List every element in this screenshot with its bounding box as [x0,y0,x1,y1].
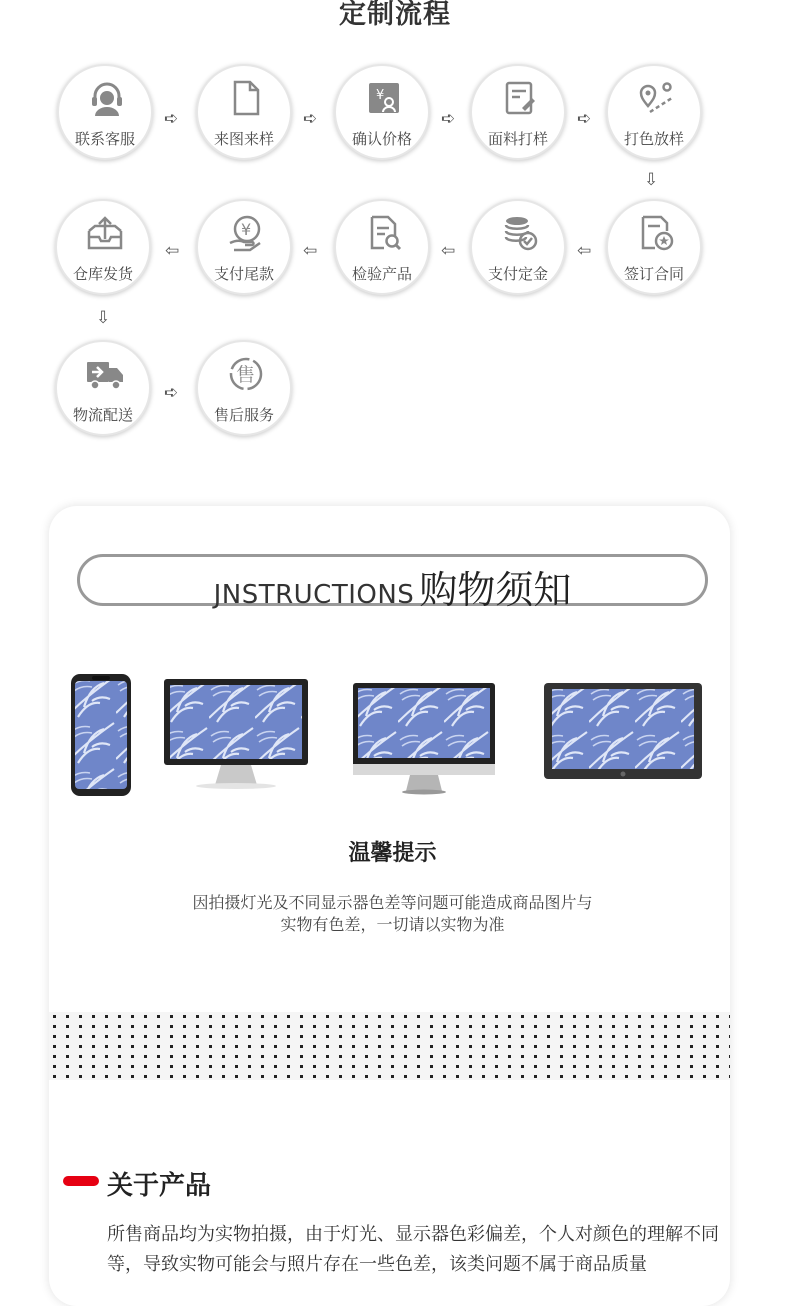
phone-device-image [70,673,132,797]
step-label: 确认价格 [351,130,412,148]
about-product-title: 关于产品 [107,1171,212,1201]
step-pay-deposit [470,199,566,295]
tablet-device-image [543,682,703,780]
fabric-tag-icon [500,78,540,118]
arrow-down-icon: ⇩ [644,170,659,190]
step-warehouse-ship [55,199,151,295]
step-sign-contract [606,199,702,295]
step-label: 打色放样 [623,130,684,148]
step-label: 仓库发货 [72,265,133,283]
dotted-divider [49,1012,730,1080]
step-label: 联系客服 [74,130,135,148]
tip-text [120,892,665,936]
inspect-document-icon [364,213,404,253]
arrow-right-icon: ➪ [164,109,179,129]
document-icon [226,78,266,118]
arrow-right-icon: ➪ [164,383,179,403]
tip-title: 温馨提示 [348,841,437,866]
about-product-text: 所售商品均为实物拍摄，由于灯光、显示器色彩偏差，个人对颜色的理解不同等，导致实物可能会与照片存在一些色差，该类问题不属于商品质量 [107,1224,719,1275]
arrow-right-icon: ➪ [577,109,592,129]
step-contact-service [57,64,153,160]
step-fabric-sample [470,64,566,160]
step-label: 物流配送 [72,406,133,424]
step-after-sales [196,340,292,436]
step-inspect-product [334,199,430,295]
step-label: 签订合同 [623,265,684,283]
step-logistics [55,340,151,436]
instructions-banner [77,554,708,612]
section-accent-bar [63,1176,99,1186]
step-color-sample [606,64,702,160]
arrow-down-icon: ⇩ [96,308,111,328]
arrow-right-icon: ➪ [441,109,456,129]
banner-chinese: 购物须知 [419,568,572,612]
arrow-left-icon: ⇦ [303,241,318,261]
step-label: 来图来样 [213,130,274,148]
step-pay-balance [196,199,292,295]
deposit-coins-icon [500,213,540,253]
arrow-left-icon: ⇦ [165,241,180,261]
step-label: 支付定金 [487,265,548,283]
tip-line-2: 实物有色差，一切请以实物为准 [280,915,505,934]
warehouse-box-icon [85,213,125,253]
step-label: 面料打样 [487,130,548,148]
monitor-device-image [163,678,309,790]
svg-text:¥: ¥ [376,88,385,103]
price-confirm-icon [364,78,404,118]
step-send-design [196,64,292,160]
arrow-right-icon: ➪ [303,109,318,129]
after-sales-icon [226,354,266,394]
after-sales-glyph: 售 [236,364,256,386]
step-label: 检验产品 [351,265,412,283]
tip-line-1: 因拍摄灯光及不同显示器色差等问题可能造成商品图片与 [192,893,593,912]
step-label: 支付尾款 [213,265,274,283]
delivery-truck-icon [85,354,125,394]
arrow-left-icon: ⇦ [577,241,592,261]
imac-device-image [352,682,496,796]
step-confirm-price [334,64,430,160]
step-label: 售后服务 [213,406,274,424]
process-title: 定制流程 [339,0,451,30]
location-pin-icon [636,78,676,118]
contract-icon [636,213,676,253]
svg-text:¥: ¥ [241,220,252,239]
arrow-left-icon: ⇦ [441,241,456,261]
yen-payment-icon [226,213,266,253]
customer-service-icon [87,78,127,118]
banner-english: JNSTRUCTIONS [213,580,415,610]
